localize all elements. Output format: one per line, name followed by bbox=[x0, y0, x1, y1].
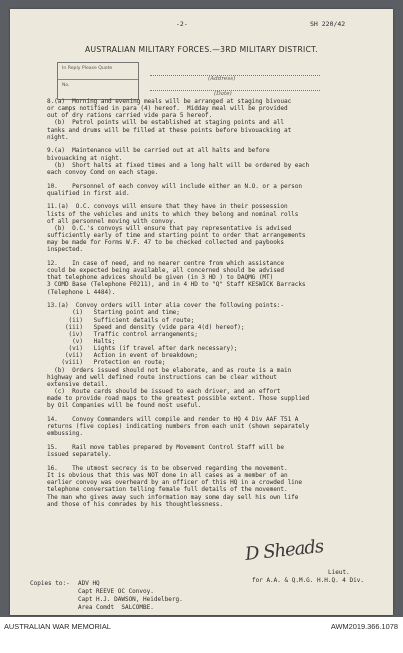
body-line: 12. In case of need, and no nearer centre from which assistance bbox=[47, 260, 284, 268]
body-line: (b) Orders issued should not be elaborate, and as route is a main bbox=[47, 366, 292, 374]
body-line: 16. The utmost secrecy is to be observed regarding the movement. bbox=[47, 464, 288, 472]
signatory-rank: Lieut. bbox=[328, 569, 350, 576]
body-line: (c) Route cards should be issued to each driver, and an effort bbox=[47, 388, 281, 396]
body-line: of all personnel moving with convoy. bbox=[47, 217, 177, 225]
body-line: that telephone advices should be given (in 3 HD ) to DAQMG (MT) bbox=[47, 274, 274, 282]
body-line: lists of the vehicles and units to which they belong and nominal rolls bbox=[47, 210, 299, 218]
paragraph-gap bbox=[47, 458, 387, 465]
copies-to-item: Capt REEVE OC Convoy. bbox=[78, 588, 154, 595]
body-line: (viii) Protection en route; bbox=[47, 359, 166, 367]
body-line: inspected. bbox=[47, 246, 83, 254]
body-line: (vi) Lights (if travel after dark necessary); bbox=[47, 345, 238, 353]
body-line: (v) Halts; bbox=[47, 338, 116, 346]
body-line: (Telephone L 4484). bbox=[47, 288, 116, 296]
body-line: (i) Starting point and time; bbox=[47, 309, 180, 317]
paragraph-gap bbox=[47, 141, 387, 148]
body-line: 11.(a) O.C. convoys will ensure that they have in their possession bbox=[47, 203, 288, 211]
body-line: extensive detail. bbox=[47, 380, 109, 388]
body-line: sufficiently early of time and starting point to order that arrangements bbox=[47, 232, 306, 240]
body-line: and those of his comrades by his thoughtlessness. bbox=[47, 500, 223, 508]
body-line: 10. Personnel of each convoy will include either an N.O. or a person bbox=[47, 182, 302, 190]
body-line: (b) O.C.'s convoys will ensure that pay representative is advised bbox=[47, 224, 292, 232]
body-line: (iv) Traffic control arrangements; bbox=[47, 330, 198, 338]
body-line: 15. Rail move tables prepared by Movement Control Staff will be bbox=[47, 444, 284, 452]
file-reference: SH 220/42 bbox=[310, 20, 346, 28]
copies-to-label: Copies to:- bbox=[30, 580, 70, 587]
body-line: made to provide road maps to the greatest possible extent. Those supplied bbox=[47, 395, 310, 403]
letter-body bbox=[47, 98, 387, 508]
reply-box-divider bbox=[58, 79, 138, 80]
body-line: earlier convoy was overheard by an officer of this HQ in a crowded line bbox=[47, 479, 302, 487]
body-line: or camps notified in para (4) hereof. Midday meal will be provided bbox=[47, 105, 288, 113]
signatory-for-line: for A.A. & Q.M.G. H.H.Q. 4 Div. bbox=[252, 577, 364, 584]
body-line: (ii) Sufficient details of route; bbox=[47, 316, 195, 324]
body-line: bivouacking at night. bbox=[47, 154, 123, 162]
body-line: by Oil Companies will be found most useful. bbox=[47, 402, 202, 410]
address-label: (Address) bbox=[208, 76, 236, 82]
body-line: (b) Petrol points will be established at staging points and all bbox=[47, 119, 284, 127]
letterhead-title: AUSTRALIAN MILITARY FORCES.—3RD MILITARY DISTRICT. bbox=[85, 45, 318, 54]
reply-quote-box bbox=[57, 62, 139, 100]
body-line: 3 COMD Base (Telephone F0211), and in 4 HD to "Q" Staff KESWICK Barracks bbox=[47, 281, 306, 289]
body-line: tanks and drums will be filled at these points before bivouacking at bbox=[47, 126, 292, 134]
reply-box-no-label: No. bbox=[62, 83, 70, 88]
page-number: -2- bbox=[176, 20, 188, 28]
copies-to-item: ADV HQ bbox=[78, 580, 100, 587]
body-line: embussing. bbox=[47, 430, 83, 438]
body-line: 9.(a) Maintenance will be carried out at all halts and before bbox=[47, 147, 270, 155]
body-line: qualified in first aid. bbox=[47, 189, 130, 197]
copies-to-item: Area Comdt SALCOMBE. bbox=[78, 604, 154, 611]
handwritten-signature: D Sheads bbox=[244, 535, 325, 566]
body-line: telephone conversation telling female full details of the movement. bbox=[47, 486, 288, 494]
body-line: out of dry rations carried vide para 5 hereof. bbox=[47, 112, 213, 120]
paragraph-gap bbox=[47, 176, 387, 183]
body-line: The man who gives away such information may some day sell his own life bbox=[47, 493, 299, 501]
date-label: (Date) bbox=[214, 91, 232, 97]
body-line: It is obvious that this was NOT done in all cases as a member of an bbox=[47, 472, 288, 480]
archive-credit: AUSTRALIAN WAR MEMORIAL bbox=[4, 622, 111, 631]
paragraph-gap bbox=[47, 437, 387, 444]
body-line: 8.(a) Morning and evening meals will be arranged at staging bivouac bbox=[47, 98, 292, 105]
body-line: each convoy Comd on each stage. bbox=[47, 168, 159, 176]
document-page bbox=[10, 9, 393, 615]
body-line: issued separately. bbox=[47, 451, 112, 459]
date-line bbox=[150, 90, 320, 91]
body-line: could be expected being available, all concerned should be advised bbox=[47, 267, 284, 275]
body-line: (iii) Speed and density (vide para 4(d) hereof); bbox=[47, 323, 245, 331]
body-line: 13.(a) Convoy orders will inter alia cover the following points:- bbox=[47, 302, 284, 310]
copies-to-item: Capt H.J. DAWSON, Heidelberg. bbox=[78, 596, 183, 603]
reply-box-label: In Reply Please Quote bbox=[62, 66, 113, 71]
body-line: night. bbox=[47, 133, 69, 141]
paragraph-gap bbox=[47, 296, 387, 303]
body-line: returns (five copies) indicating numbers from each unit (shown separately bbox=[47, 423, 310, 431]
body-line: (b) Short halts at fixed times and a long halt will be ordered by each bbox=[47, 161, 310, 169]
body-line: may be made for Forms W.F. 47 to be checked collected and paybooks bbox=[47, 239, 284, 247]
body-line: 14. Convoy Commanders will compile and render to HQ 4 Div AAF T51 A bbox=[47, 416, 299, 424]
paragraph-gap bbox=[47, 197, 387, 204]
body-line: (vii) Action in event of breakdown; bbox=[47, 352, 198, 360]
paragraph-gap bbox=[47, 409, 387, 416]
accession-number: AWM2019.366.1078 bbox=[330, 622, 398, 631]
body-line: highway and well defined route instructions can be clear without bbox=[47, 373, 277, 381]
paragraph-gap bbox=[47, 253, 387, 260]
